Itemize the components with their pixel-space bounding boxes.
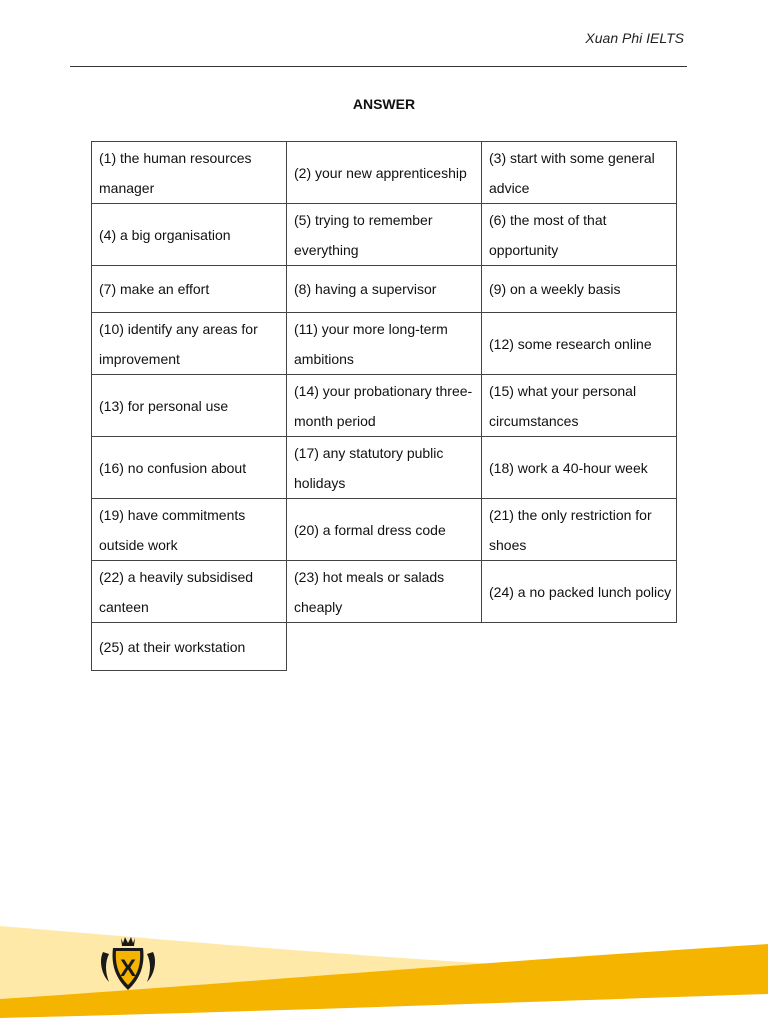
answer-cell: (12) some research online (482, 313, 677, 375)
table-row (92, 623, 677, 671)
answer-cell: (16) no confusion about (92, 437, 287, 499)
answer-cell: (15) what your personal circumstances (482, 375, 677, 437)
answer-cell: (20) a formal dress code (287, 499, 482, 561)
answer-cell: (9) on a weekly basis (482, 266, 677, 313)
table-row (92, 142, 677, 204)
xuan-phi-crest-logo (95, 934, 161, 994)
logo-letter: X (119, 955, 137, 982)
table-row (92, 375, 677, 437)
empty-cell (287, 623, 482, 671)
answer-cell: (1) the human resources manager (92, 142, 287, 204)
answer-cell: (18) work a 40-hour week (482, 437, 677, 499)
answer-cell: (8) having a supervisor (287, 266, 482, 313)
answer-cell: (11) your more long-term ambitions (287, 313, 482, 375)
answer-cell: (23) hot meals or salads cheaply (287, 561, 482, 623)
answer-table (91, 141, 677, 671)
table-row (92, 204, 677, 266)
answer-cell: (25) at their workstation (92, 623, 287, 671)
header-brand: Xuan Phi IELTS (585, 30, 684, 46)
answer-cell: (10) identify any areas for improvement (92, 313, 287, 375)
table-row (92, 313, 677, 375)
answer-cell: (21) the only restriction for shoes (482, 499, 677, 561)
answer-cell: (24) a no packed lunch policy (482, 561, 677, 623)
answer-cell: (17) any statutory public holidays (287, 437, 482, 499)
table-row (92, 499, 677, 561)
answer-cell: (4) a big organisation (92, 204, 287, 266)
answer-cell: (13) for personal use (92, 375, 287, 437)
answer-cell: (2) your new apprenticeship (287, 142, 482, 204)
header-divider (70, 66, 687, 67)
answer-cell: (14) your probationary three-month period (287, 375, 482, 437)
table-row (92, 266, 677, 313)
table-row (92, 561, 677, 623)
answer-cell: (3) start with some general advice (482, 142, 677, 204)
empty-cell (482, 623, 677, 671)
answer-cell: (22) a heavily subsidised canteen (92, 561, 287, 623)
answer-cell: (5) trying to remember everything (287, 204, 482, 266)
answer-cell: (19) have commitments outside work (92, 499, 287, 561)
answer-cell: (7) make an effort (92, 266, 287, 313)
table-row (92, 437, 677, 499)
answer-cell: (6) the most of that opportunity (482, 204, 677, 266)
page-title: ANSWER (352, 96, 416, 112)
